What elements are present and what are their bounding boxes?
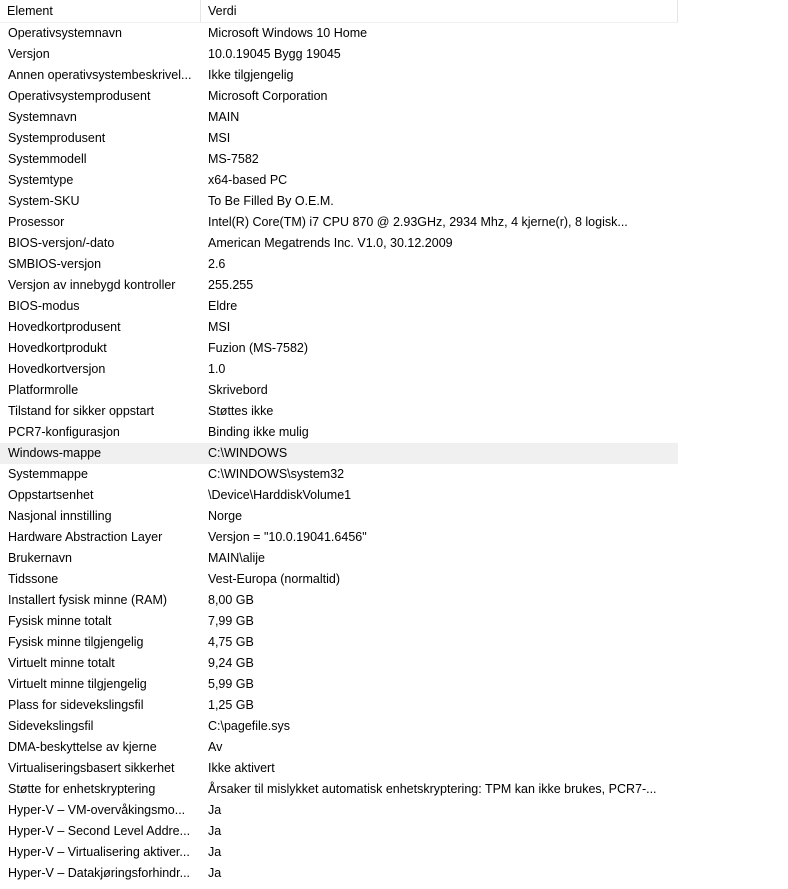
row-value: 7,99 GB bbox=[208, 614, 254, 628]
table-row[interactable] bbox=[0, 44, 678, 65]
row-element-name: Støtte for enhetskryptering bbox=[8, 782, 156, 796]
row-value: C:\pagefile.sys bbox=[208, 719, 290, 733]
row-element-name: Tidssone bbox=[8, 572, 59, 586]
row-value: Ja bbox=[208, 866, 222, 880]
table-row[interactable] bbox=[0, 233, 678, 254]
table-row[interactable] bbox=[0, 212, 678, 233]
list-header bbox=[0, 0, 678, 23]
row-value: Binding ikke mulig bbox=[208, 425, 309, 439]
row-element-name: Windows-mappe bbox=[8, 446, 102, 460]
row-element-name: BIOS-modus bbox=[8, 299, 80, 313]
row-value: 5,99 GB bbox=[208, 677, 254, 691]
row-element-name: Hovedkortprodukt bbox=[8, 341, 107, 355]
row-element-name: PCR7-konfigurasjon bbox=[8, 425, 120, 439]
row-value: Microsoft Corporation bbox=[208, 89, 328, 103]
table-row[interactable] bbox=[0, 779, 678, 800]
table-row[interactable] bbox=[0, 506, 678, 527]
row-value: Ja bbox=[208, 824, 222, 838]
row-value: Skrivebord bbox=[208, 383, 268, 397]
row-value: Eldre bbox=[208, 299, 238, 313]
row-element-name: Fysisk minne tilgjengelig bbox=[8, 635, 144, 649]
table-row[interactable] bbox=[0, 758, 678, 779]
row-element-name: DMA-beskyttelse av kjerne bbox=[8, 740, 157, 754]
row-element-name: Platformrolle bbox=[8, 383, 79, 397]
row-value: To Be Filled By O.E.M. bbox=[208, 194, 334, 208]
table-row[interactable] bbox=[0, 737, 678, 758]
row-element-name: Oppstartsenhet bbox=[8, 488, 94, 502]
table-row[interactable] bbox=[0, 863, 678, 884]
table-row[interactable] bbox=[0, 548, 678, 569]
table-row[interactable] bbox=[0, 191, 678, 212]
row-element-name: Hyper-V – Second Level Addre... bbox=[8, 824, 191, 838]
table-row[interactable] bbox=[0, 842, 678, 863]
row-element-name: Systemmappe bbox=[8, 467, 88, 481]
row-value: Av bbox=[208, 740, 223, 754]
table-row[interactable] bbox=[0, 317, 678, 338]
row-element-name: Hovedkortversjon bbox=[8, 362, 106, 376]
column-header-value[interactable]: Verdi bbox=[201, 0, 678, 22]
row-value: Ja bbox=[208, 803, 222, 817]
row-element-name: Plass for sidevekslingsfil bbox=[8, 698, 144, 712]
table-row[interactable] bbox=[0, 254, 678, 275]
row-element-name: System-SKU bbox=[8, 194, 80, 208]
row-value: Ikke tilgjengelig bbox=[208, 68, 294, 82]
table-row[interactable] bbox=[0, 149, 678, 170]
row-element-name: Hyper-V – Virtualisering aktiver... bbox=[8, 845, 190, 859]
table-row[interactable] bbox=[0, 296, 678, 317]
row-value: 1,25 GB bbox=[208, 698, 254, 712]
table-row[interactable] bbox=[0, 611, 678, 632]
row-element-name: SMBIOS-versjon bbox=[8, 257, 102, 271]
row-element-name: Virtuelt minne tilgjengelig bbox=[8, 677, 147, 691]
row-element-name: Systemnavn bbox=[8, 110, 77, 124]
table-row[interactable] bbox=[0, 170, 678, 191]
row-value: Årsaker til mislykket automatisk enhetskryptering: TPM kan ikke brukes, PCR7-... bbox=[208, 782, 657, 796]
table-row[interactable] bbox=[0, 443, 678, 464]
row-element-name: Systemtype bbox=[8, 173, 74, 187]
row-value: 9,24 GB bbox=[208, 656, 254, 670]
row-value: MS-7582 bbox=[208, 152, 259, 166]
table-row[interactable] bbox=[0, 422, 678, 443]
row-value: Støttes ikke bbox=[208, 404, 274, 418]
row-element-name: Installert fysisk minne (RAM) bbox=[8, 593, 168, 607]
table-row[interactable] bbox=[0, 716, 678, 737]
row-element-name: Hovedkortprodusent bbox=[8, 320, 121, 334]
row-element-name: Hyper-V – VM-overvåkingsmo... bbox=[8, 803, 186, 817]
row-value: Norge bbox=[208, 509, 243, 523]
table-row[interactable] bbox=[0, 401, 678, 422]
table-row[interactable] bbox=[0, 275, 678, 296]
row-value: C:\WINDOWS bbox=[208, 446, 288, 460]
table-row[interactable] bbox=[0, 65, 678, 86]
row-element-name: Annen operativsystembeskrivel... bbox=[8, 68, 192, 82]
table-row[interactable] bbox=[0, 590, 678, 611]
row-value: \Device\HarddiskVolume1 bbox=[208, 488, 352, 502]
row-value: 255.255 bbox=[208, 278, 254, 292]
table-row[interactable] bbox=[0, 695, 678, 716]
table-row[interactable] bbox=[0, 569, 678, 590]
row-value: C:\WINDOWS\system32 bbox=[208, 467, 345, 481]
row-element-name: Nasjonal innstilling bbox=[8, 509, 112, 523]
row-element-name: Sidevekslingsfil bbox=[8, 719, 94, 733]
row-value: MAIN\alije bbox=[208, 551, 265, 565]
table-row[interactable] bbox=[0, 86, 678, 107]
row-element-name: Prosessor bbox=[8, 215, 65, 229]
row-value: Ikke aktivert bbox=[208, 761, 275, 775]
table-row[interactable] bbox=[0, 128, 678, 149]
list-body bbox=[0, 23, 678, 884]
row-value: 2.6 bbox=[208, 257, 226, 271]
row-value: 10.0.19045 Bygg 19045 bbox=[208, 47, 341, 61]
row-value: 4,75 GB bbox=[208, 635, 254, 649]
row-element-name: Versjon av innebygd kontroller bbox=[8, 278, 176, 292]
row-element-name: Tilstand for sikker oppstart bbox=[8, 404, 155, 418]
row-value: Intel(R) Core(TM) i7 CPU 870 @ 2.93GHz, 2934 Mhz, 4 kjerne(r), 8 logisk... bbox=[208, 215, 628, 229]
row-element-name: Virtualiseringsbasert sikkerhet bbox=[8, 761, 175, 775]
row-element-name: Brukernavn bbox=[8, 551, 72, 565]
table-row[interactable] bbox=[0, 674, 678, 695]
row-value: Microsoft Windows 10 Home bbox=[208, 26, 368, 40]
row-element-name: BIOS-versjon/-dato bbox=[8, 236, 115, 250]
row-element-name: Systemprodusent bbox=[8, 131, 106, 145]
table-row[interactable] bbox=[0, 821, 678, 842]
row-value: MSI bbox=[208, 131, 231, 145]
row-value: American Megatrends Inc. V1.0, 30.12.2009 bbox=[208, 236, 453, 250]
column-header-element[interactable]: Element bbox=[0, 0, 201, 22]
row-element-name: Systemmodell bbox=[8, 152, 87, 166]
table-row[interactable] bbox=[0, 800, 678, 821]
table-row[interactable] bbox=[0, 23, 678, 44]
row-value: 1.0 bbox=[208, 362, 226, 376]
table-row[interactable] bbox=[0, 464, 678, 485]
row-value: Fuzion (MS-7582) bbox=[208, 341, 309, 355]
row-value: MAIN bbox=[208, 110, 240, 124]
row-value: Versjon = "10.0.19041.6456" bbox=[208, 530, 367, 544]
row-value: Ja bbox=[208, 845, 222, 859]
row-value: 8,00 GB bbox=[208, 593, 254, 607]
row-element-name: Hardware Abstraction Layer bbox=[8, 530, 163, 544]
row-value: Vest-Europa (normaltid) bbox=[208, 572, 341, 586]
row-element-name: Fysisk minne totalt bbox=[8, 614, 112, 628]
table-row[interactable] bbox=[0, 107, 678, 128]
table-row[interactable] bbox=[0, 653, 678, 674]
table-row[interactable] bbox=[0, 527, 678, 548]
row-element-name: Virtuelt minne totalt bbox=[8, 656, 115, 670]
table-row[interactable] bbox=[0, 338, 678, 359]
table-row[interactable] bbox=[0, 632, 678, 653]
row-element-name: Hyper-V – Datakjøringsforhindr... bbox=[8, 866, 191, 880]
row-value: MSI bbox=[208, 320, 231, 334]
row-element-name: Operativsystemnavn bbox=[8, 26, 122, 40]
row-value: x64-based PC bbox=[208, 173, 288, 187]
row-element-name: Versjon bbox=[8, 47, 50, 61]
table-row[interactable] bbox=[0, 485, 678, 506]
table-row[interactable] bbox=[0, 380, 678, 401]
table-row[interactable] bbox=[0, 359, 678, 380]
row-element-name: Operativsystemprodusent bbox=[8, 89, 151, 103]
